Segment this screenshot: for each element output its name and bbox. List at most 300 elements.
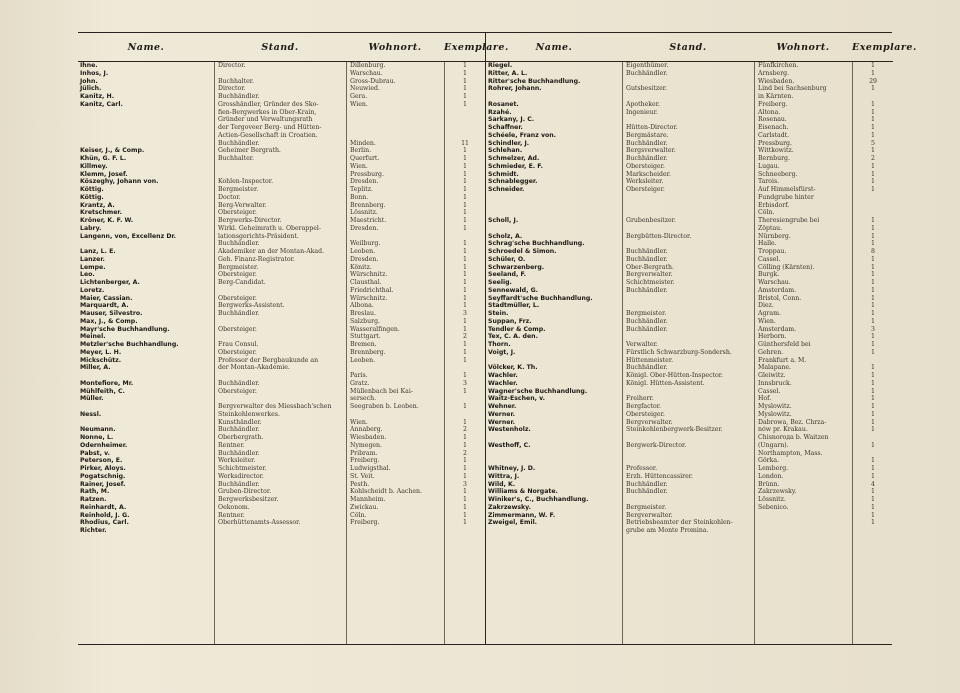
- register-entry: Obersteiger.: [218, 294, 257, 302]
- register-entry: Schichtmeister.: [218, 465, 267, 472]
- bottom-rule: [78, 644, 892, 645]
- register-entry: Meyer, L. H.: [80, 348, 122, 356]
- register-entry: Köttig.: [80, 186, 104, 193]
- register-entry: 1: [463, 62, 467, 69]
- register-entry: Brennberg.: [350, 201, 386, 209]
- register-entry: [623, 388, 754, 396]
- register-entry: Brennberg.: [350, 348, 386, 356]
- register-entry: Kröner, K. F. W.: [80, 217, 134, 224]
- register-entry: Leo.: [80, 271, 95, 279]
- register-entry: 1: [871, 465, 875, 472]
- register-entry: Professor.: [626, 465, 658, 472]
- register-entry: [853, 93, 893, 101]
- register-entry: [853, 450, 893, 458]
- register-entry: 1: [463, 255, 467, 263]
- register-entry: Warschau.: [758, 279, 791, 286]
- register-entry: [853, 202, 893, 210]
- register-entry: Fürstlich Schwarzburg-Sondersh.: [626, 348, 732, 356]
- register-entry: Buchhändler.: [218, 379, 260, 387]
- register-entry: [623, 78, 754, 86]
- register-entry: 1: [871, 317, 875, 325]
- register-entry: [853, 434, 893, 442]
- register-entry: [78, 140, 214, 148]
- register-entry: Wien.: [350, 418, 368, 426]
- subscriber-register: [78, 32, 917, 645]
- register-entry: Buchhalter.: [218, 77, 255, 85]
- header-exemplare: Exemplare.: [852, 41, 917, 53]
- register-entry: [623, 450, 754, 458]
- register-entry: Wachler.: [488, 372, 518, 379]
- register-entry: Nymegen.: [350, 441, 383, 449]
- register-entry: Wien.: [350, 162, 368, 170]
- register-entry: [623, 333, 754, 341]
- register-entry: Buchhändler.: [626, 139, 668, 147]
- register-entry: [623, 209, 754, 217]
- register-entry: Wittkowitz.: [758, 147, 794, 155]
- register-entry: Schaffner.: [488, 124, 523, 131]
- register-entry: Geh. Finanz-Registrator.: [218, 255, 295, 263]
- register-entry: Bergmeister.: [626, 503, 667, 511]
- register-entry: Gratz.: [350, 379, 370, 387]
- register-entry: [347, 116, 444, 124]
- register-entry: der Montan-Akademie.: [218, 364, 290, 372]
- register-entry: Königl. Ober-Hütten-Inspector.: [626, 372, 724, 379]
- register-entry: Schwarzenberg.: [488, 263, 545, 271]
- register-entry: 3: [463, 379, 467, 387]
- register-entry: 1: [871, 364, 875, 372]
- register-entry: Max, J., & Comp.: [80, 317, 138, 325]
- register-entry: Herborn.: [758, 333, 787, 341]
- register-entry: 1: [871, 162, 875, 170]
- register-entry: [755, 519, 852, 527]
- register-entry: Seegraben b. Leoben.: [350, 403, 419, 410]
- register-entry: 1: [463, 217, 467, 224]
- register-entry: Kretschmer.: [80, 209, 122, 217]
- register-entry: [445, 411, 485, 419]
- register-entry: 1: [463, 418, 467, 426]
- register-entry: Buchhändler.: [626, 69, 668, 77]
- register-entry: Cassel.: [758, 255, 781, 263]
- register-entry: Markscheider.: [626, 170, 671, 178]
- register-entry: Berg-Candidat.: [218, 279, 266, 286]
- register-entry: Waitz-Eschen, v.: [488, 395, 545, 403]
- register-entry: Tendler & Comp.: [488, 325, 546, 333]
- register-entry: Jülich.: [80, 85, 102, 93]
- register-entry: 1: [871, 279, 875, 286]
- register-entry: [853, 209, 893, 217]
- register-entry: [78, 372, 214, 380]
- register-entry: Schnablegger.: [488, 178, 538, 186]
- register-entry: Freiberg.: [758, 100, 788, 108]
- register-entry: [623, 225, 754, 233]
- register-entry: Obersteiger.: [626, 162, 665, 170]
- register-entry: Gehren.: [758, 348, 784, 356]
- register-entry: [623, 93, 754, 101]
- register-entry: Görka.: [758, 457, 780, 465]
- register-entry: Werksdirector.: [218, 472, 264, 480]
- register-entry: John.: [80, 77, 98, 85]
- register-entry: Oberhüttenamts-Assessor.: [218, 519, 301, 527]
- register-entry: 1: [463, 248, 467, 255]
- register-entry: Odernheimer.: [80, 441, 128, 449]
- register-entry: 1: [871, 108, 875, 116]
- register-entry: Köttig.: [80, 193, 104, 201]
- register-entry: Krantz, A.: [80, 201, 115, 209]
- register-entry: Inhos, J.: [80, 69, 109, 77]
- register-entry: Hütten-Director.: [626, 124, 678, 131]
- register-entry: Voigt, J.: [488, 348, 516, 356]
- register-entry: 1: [871, 271, 875, 279]
- register-entry: Gera.: [350, 93, 368, 100]
- register-entry: Königl. Hütten-Assistent.: [626, 379, 705, 387]
- register-entry: Zakrzewsky.: [488, 503, 531, 511]
- register-entry: Bergverwalter.: [626, 271, 673, 279]
- register-entry: 1: [463, 403, 467, 410]
- header-wohnort: Wohnort.: [368, 41, 422, 53]
- register-entry: Ritter, A. L.: [488, 69, 528, 77]
- register-entry: Professor der Bergbaukunde an: [218, 356, 319, 364]
- register-entry: Schéele, Franz von.: [488, 131, 557, 139]
- register-entry: Actien-Gesellschaft in Croatien.: [218, 131, 318, 139]
- register-entry: Teplitz.: [350, 186, 373, 193]
- register-entry: Bergverwalter des Miessbach'schen: [218, 403, 332, 410]
- register-entry: Montefiore, Mr.: [80, 379, 134, 387]
- register-entry: Mauser, Silvestro.: [80, 310, 143, 317]
- register-entry: Lössnitz.: [758, 496, 786, 503]
- register-entry: 2: [463, 449, 467, 457]
- register-entry: St. Veit.: [350, 472, 375, 480]
- register-entry: Bergverwalter.: [626, 511, 673, 519]
- register-entry: 1: [871, 131, 875, 139]
- register-entry: Lanzer.: [80, 255, 105, 263]
- register-entry: Eisenach.: [758, 124, 789, 131]
- register-entry: Buchhändler.: [218, 426, 260, 434]
- register-entry: [215, 372, 346, 380]
- register-entry: Buchhändler.: [218, 480, 260, 488]
- register-entry: Cöln.: [350, 511, 367, 519]
- right-stand-column: [622, 62, 754, 645]
- register-entry: 1: [871, 310, 875, 317]
- register-entry: Stuttgart.: [350, 333, 381, 341]
- register-entry: [347, 132, 444, 140]
- register-entry: Leoben.: [350, 356, 376, 364]
- register-entry: [215, 287, 346, 295]
- register-entry: [347, 411, 444, 419]
- register-entry: 1: [463, 457, 467, 465]
- register-entry: Schlehan.: [488, 147, 523, 155]
- register-entry: 1: [463, 77, 467, 85]
- register-entry: Salzburg.: [350, 317, 380, 325]
- header-stand: Stand.: [669, 41, 707, 53]
- register-entry: Myslowitz.: [758, 403, 792, 410]
- register-entry: Fundgrube hinter: [758, 193, 814, 201]
- register-entry: 1: [463, 317, 467, 325]
- register-entry: Breslau.: [350, 310, 376, 317]
- register-entry: Pressburg.: [350, 170, 384, 178]
- register-entry: 1: [871, 224, 875, 232]
- register-entry: [445, 109, 485, 117]
- header-wohnort: Wohnort.: [776, 41, 830, 53]
- register-entry: [486, 202, 622, 210]
- register-entry: Rohrer, Johann.: [488, 85, 542, 93]
- register-entry: Ihne.: [80, 62, 98, 69]
- register-entry: 3: [463, 310, 467, 317]
- register-entry: Westenholz.: [488, 426, 531, 434]
- register-entry: Wien.: [758, 317, 776, 325]
- register-entry: 1: [463, 294, 467, 302]
- register-entry: 1: [871, 62, 875, 69]
- register-entry: Zakrzewsky.: [758, 488, 797, 496]
- left-stand-column: [214, 62, 346, 645]
- register-entry: Winiker's, C., Buchhandlung.: [488, 496, 589, 503]
- right-exemplare-column: [852, 62, 893, 645]
- register-entry: Chisnorода b. Waitzen: [758, 434, 829, 441]
- register-entry: [78, 109, 214, 117]
- register-entry: 1: [463, 186, 467, 193]
- register-entry: Wirkl. Geheimrath u. Oberappel-: [218, 224, 321, 232]
- register-entry: Diez.: [758, 302, 774, 310]
- register-entry: Erbisdorf.: [758, 201, 790, 209]
- register-entry: Khün, G. F. L.: [80, 155, 127, 162]
- register-entry: 1: [871, 472, 875, 480]
- register-entry: Bergfactor.: [626, 403, 662, 410]
- register-entry: 1: [871, 341, 875, 348]
- register-entry: Tarois.: [758, 178, 780, 186]
- register-entry: Fünfkirchen.: [758, 62, 799, 69]
- register-entry: [215, 333, 346, 341]
- register-entry: [486, 225, 622, 233]
- register-entry: Bremen.: [350, 341, 377, 348]
- register-entry: Sebenico.: [758, 503, 789, 511]
- register-entry: Agram.: [758, 310, 781, 317]
- register-entry: Leoben.: [350, 248, 376, 255]
- register-entry: Buchhändler.: [218, 449, 260, 457]
- register-entry: [853, 194, 893, 202]
- register-entry: Stein.: [488, 310, 509, 317]
- register-entry: Reinhold, J. G.: [80, 511, 130, 519]
- register-entry: Ratzen.: [80, 496, 107, 503]
- register-entry: 1: [463, 240, 467, 248]
- register-entry: Pogatschnig.: [80, 472, 126, 480]
- register-entry: Director.: [218, 62, 246, 69]
- register-entry: Sarkany, J. C.: [488, 116, 535, 124]
- register-entry: 1: [871, 294, 875, 302]
- register-entry: Ober-Bergrath.: [626, 263, 674, 271]
- register-entry: Steinkohlenbergwerk-Besitzer.: [626, 426, 723, 434]
- register-entry: Dresden.: [350, 224, 379, 232]
- register-entry: 1: [463, 488, 467, 496]
- register-entry: 1: [463, 147, 467, 155]
- register-entry: [623, 116, 754, 124]
- register-entry: Director.: [218, 85, 246, 93]
- register-entry: Schneeberg.: [758, 170, 798, 178]
- register-entry: Bergwerk-Director.: [626, 441, 687, 449]
- register-entry: 1: [871, 403, 875, 410]
- register-entry: [445, 124, 485, 132]
- register-entry: 1: [871, 286, 875, 294]
- register-entry: 1: [871, 496, 875, 503]
- register-entry: 1: [463, 511, 467, 519]
- register-entry: [215, 163, 346, 171]
- register-entry: 1: [871, 124, 875, 131]
- register-entry: 1: [871, 217, 875, 224]
- register-entry: 1: [463, 356, 467, 364]
- register-entry: Wiesbaden.: [350, 434, 387, 441]
- register-entry: Malapane.: [758, 364, 791, 372]
- register-entry: Oberbergrath.: [218, 434, 264, 441]
- register-entry: [623, 295, 754, 303]
- register-entry: Dresden.: [350, 178, 379, 186]
- register-entry: Keiser, J., & Comp.: [80, 147, 145, 155]
- register-entry: 1: [871, 410, 875, 418]
- register-entry: Lind bei Sachsenburg: [758, 85, 827, 93]
- register-entry: 3: [871, 325, 875, 333]
- register-entry: [78, 403, 214, 411]
- register-entry: 1: [463, 302, 467, 310]
- register-entry: [623, 202, 754, 210]
- register-entry: 1: [463, 155, 467, 162]
- register-entry: 1: [871, 426, 875, 434]
- register-entry: Doctor.: [218, 193, 241, 201]
- register-entry: Brünn.: [758, 480, 780, 488]
- register-entry: Buchhändler.: [218, 240, 260, 248]
- register-entry: 1: [463, 93, 467, 100]
- register-entry: Maestricht.: [350, 217, 387, 224]
- register-entry: Seelig.: [488, 279, 512, 286]
- register-entry: Obersteiger.: [218, 209, 257, 217]
- register-entry: Warschau.: [350, 69, 383, 77]
- register-entry: Clausthal.: [350, 279, 382, 286]
- register-entry: Kohlscheidt b. Aachen.: [350, 488, 422, 496]
- header-stand: Stand.: [261, 41, 299, 53]
- register-entry: (Ungarn).: [758, 441, 789, 449]
- register-entry: Labry.: [80, 224, 102, 232]
- register-entry: Bergbütten-Director.: [626, 232, 692, 240]
- left-wohnort-column: [346, 62, 444, 645]
- register-entry: Bonn.: [350, 193, 369, 201]
- register-entry: Obersteiger.: [218, 325, 257, 333]
- register-entry: Bergmeister.: [218, 186, 259, 193]
- register-entry: Ingenieur.: [626, 108, 658, 116]
- register-entry: Cassel.: [758, 387, 781, 395]
- register-entry: [347, 364, 444, 372]
- register-entry: 1: [463, 387, 467, 395]
- register-entry: 1: [871, 387, 875, 395]
- register-entry: Lichtenberger, A.: [80, 279, 140, 286]
- register-entry: 3: [463, 480, 467, 488]
- register-entry: Theresiengrube bei: [758, 217, 820, 224]
- register-entry: Arnsberg.: [758, 69, 790, 77]
- register-entry: Gross-Dubrau.: [350, 77, 396, 85]
- register-entry: Killmey.: [80, 162, 108, 170]
- register-entry: Wild, K.: [488, 480, 516, 488]
- register-entry: Annaberg.: [350, 426, 383, 434]
- register-entry: 1: [871, 232, 875, 240]
- register-entry: 1: [871, 441, 875, 449]
- register-entry: Akademiker an der Montan-Akad.: [218, 248, 325, 255]
- register-entry: Meinel.: [80, 333, 106, 341]
- register-entry: Hof.: [758, 395, 772, 403]
- register-entry: 1: [871, 488, 875, 496]
- register-entry: serseсh.: [350, 395, 377, 403]
- register-entry: Dillenburg.: [350, 62, 386, 69]
- register-entry: Wiesbaden.: [758, 77, 795, 85]
- register-entry: 1: [463, 69, 467, 77]
- register-entry: 1: [871, 263, 875, 271]
- register-entry: Müllenbach bei Kai-: [350, 387, 413, 395]
- register-entry: Gleiwitz.: [758, 372, 786, 379]
- register-entry: 29: [869, 77, 877, 85]
- register-entry: Schroedel & Simon.: [488, 248, 557, 255]
- register-entry: 1: [463, 271, 467, 279]
- register-entry: Gründer und Verwaltungsrath: [218, 116, 313, 124]
- register-entry: [486, 209, 622, 217]
- register-entry: 1: [463, 170, 467, 178]
- register-entry: 1: [871, 519, 875, 527]
- register-entry: Klemm, Josef.: [80, 170, 128, 178]
- register-entry: Ludwigsthal.: [350, 465, 391, 472]
- register-entry: [347, 124, 444, 132]
- register-entry: Tex, C. A. den.: [488, 333, 538, 341]
- register-entry: 1: [463, 178, 467, 186]
- register-entry: 1: [871, 147, 875, 155]
- register-entry: der Tergoveer Berg- und Hütten-: [218, 124, 322, 131]
- register-entry: Pabst, v.: [80, 449, 110, 457]
- register-entry: [623, 194, 754, 202]
- register-entry: Schmieder, E. F.: [488, 162, 543, 170]
- register-entry: 1: [463, 372, 467, 379]
- right-wohnort-column: [754, 62, 852, 645]
- register-entry: Northampton, Mass.: [758, 449, 823, 457]
- register-entry: Nürnberg.: [758, 232, 791, 240]
- register-entry: lationsgerichts-Präsident.: [218, 232, 299, 240]
- register-entry: Neumann.: [80, 426, 116, 434]
- register-entry: [445, 364, 485, 372]
- register-entry: Scholl, J.: [488, 217, 519, 224]
- register-entry: [623, 457, 754, 465]
- right-columns: [486, 62, 893, 645]
- register-entry: Buchhändler.: [626, 286, 668, 294]
- register-entry: [215, 395, 346, 403]
- right-header-row: [486, 33, 917, 62]
- register-entry: 1: [463, 209, 467, 217]
- register-entry: 11: [461, 139, 469, 147]
- left-header-row: [78, 33, 509, 62]
- register-entry: Scholz, A.: [488, 232, 523, 240]
- register-entry: Thorn.: [488, 341, 511, 348]
- register-entry: 1: [463, 193, 467, 201]
- register-entry: Wehner.: [488, 403, 517, 410]
- register-entry: Bergmeister.: [218, 263, 259, 271]
- register-entry: Marquardt, A.: [80, 302, 129, 310]
- register-entry: Rosanet.: [488, 100, 519, 108]
- register-entry: Myslowitz.: [758, 410, 792, 418]
- register-entry: Altona.: [758, 108, 781, 116]
- register-entry: Berlin.: [350, 147, 372, 155]
- register-entry: Buchhändler.: [626, 364, 668, 372]
- register-entry: Obersteiger.: [218, 387, 257, 395]
- register-entry: Zimmermann, W. F.: [488, 511, 556, 519]
- register-entry: Erzh. Hüttencassirer.: [626, 472, 694, 480]
- register-entry: Amsterdam.: [758, 286, 797, 294]
- register-entry: 1: [463, 434, 467, 441]
- register-entry: [486, 450, 622, 458]
- register-entry: Schneider.: [488, 186, 525, 193]
- register-entry: 1: [871, 511, 875, 519]
- register-entry: [78, 116, 214, 124]
- register-entry: Freiherr.: [626, 395, 654, 403]
- register-entry: [78, 240, 214, 248]
